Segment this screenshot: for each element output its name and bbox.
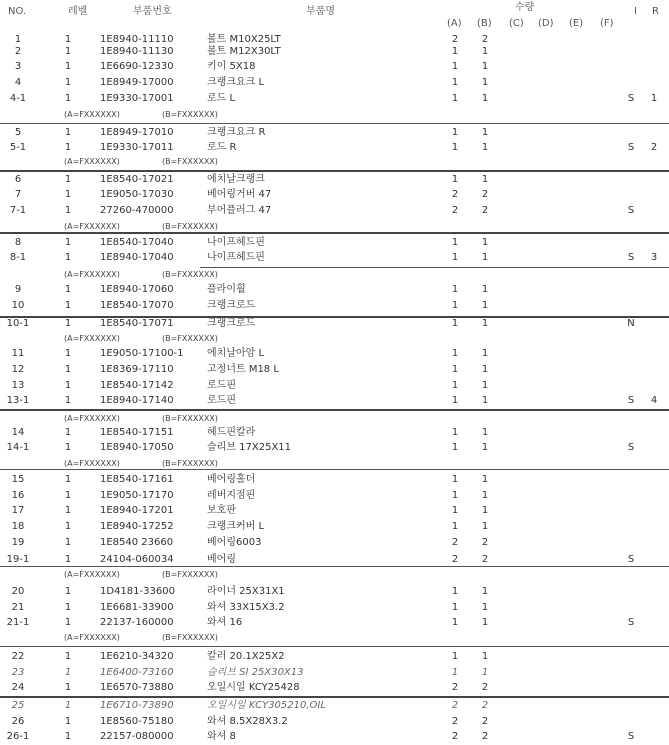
row-no: 2 (14, 46, 22, 57)
row-i: S (627, 205, 635, 216)
row-divider (0, 232, 669, 234)
row-name: 플라이휠 (207, 284, 246, 295)
row-a: 1 (451, 505, 459, 516)
row-b: 1 (481, 380, 489, 391)
row-a: 1 (451, 380, 459, 391)
header-variant-e: (E) (569, 18, 584, 29)
row-name: 에치날크랭크 (207, 174, 265, 185)
row-pn: 22157-080000 (100, 731, 174, 742)
row-no: 19-1 (6, 554, 30, 565)
row-i: S (627, 442, 635, 453)
row-b: 1 (481, 505, 489, 516)
row-pn: 1E8940-17060 (100, 284, 174, 295)
row-pn: 1E9330-17011 (100, 142, 174, 153)
row-i: S (627, 395, 635, 406)
row-no: 12 (11, 364, 25, 375)
row-name: 로드 R (207, 142, 237, 153)
row-no: 8-1 (9, 252, 27, 263)
row-divider (0, 409, 669, 411)
header-variant-a: (A) (447, 18, 462, 29)
variant-note-a: (A=FXXXXXX) (64, 414, 120, 423)
row-no: 7 (14, 189, 22, 200)
row-b: 1 (481, 395, 489, 406)
row-i: S (627, 731, 635, 742)
row-pn: 1E8560-75180 (100, 716, 174, 727)
row-a: 2 (451, 205, 459, 216)
row-name: 나이프헤드핀 (207, 252, 265, 263)
row-no: 8 (14, 237, 22, 248)
row-a: 1 (451, 127, 459, 138)
row-lv: 1 (64, 537, 72, 548)
variant-note-b: (B=FXXXXXX) (162, 334, 218, 343)
row-name: 칼러 20.1X25X2 (207, 651, 285, 662)
row-b: 1 (481, 174, 489, 185)
row-r: 3 (650, 252, 658, 263)
row-a: 1 (451, 586, 459, 597)
variant-note-a: (A=FXXXXXX) (64, 270, 120, 279)
row-no: 26-1 (6, 731, 30, 742)
row-b: 1 (481, 442, 489, 453)
row-pn: 1E9050-17170 (100, 490, 174, 501)
row-i: S (627, 142, 635, 153)
row-no: 3 (14, 61, 22, 72)
row-b: 2 (481, 731, 489, 742)
row-no: 19 (11, 537, 25, 548)
row-lv: 1 (64, 731, 72, 742)
row-pn: 1E8369-17110 (100, 364, 174, 375)
row-lv: 1 (64, 521, 72, 532)
row-i: S (627, 554, 635, 565)
row-a: 2 (451, 700, 459, 711)
row-name: 에치날아암 L (207, 348, 265, 359)
row-divider (0, 646, 669, 647)
row-divider (0, 123, 669, 124)
row-name: 베어링거버 47 (207, 189, 272, 200)
row-lv: 1 (64, 46, 72, 57)
variant-note-a: (A=FXXXXXX) (64, 222, 120, 231)
variant-note-a: (A=FXXXXXX) (64, 633, 120, 642)
row-b: 2 (481, 537, 489, 548)
row-no: 23 (11, 667, 25, 678)
row-r: 4 (650, 395, 658, 406)
row-name: 오일시일 KCY305210,OIL (207, 700, 326, 711)
row-b: 1 (481, 237, 489, 248)
row-no: 13-1 (6, 395, 30, 406)
row-lv: 1 (64, 61, 72, 72)
row-a: 1 (451, 395, 459, 406)
row-a: 1 (451, 667, 459, 678)
row-name: 나이프헤드핀 (207, 237, 265, 248)
row-name: 키이 5X18 (207, 61, 256, 72)
row-b: 1 (481, 617, 489, 628)
row-name: 로드핀 (207, 380, 236, 391)
header-variant-c: (C) (509, 18, 524, 29)
row-b: 1 (481, 284, 489, 295)
row-b: 2 (481, 205, 489, 216)
row-a: 1 (451, 93, 459, 104)
row-pn: 1E8940-17201 (100, 505, 174, 516)
row-lv: 1 (64, 617, 72, 628)
row-b: 1 (481, 252, 489, 263)
row-divider (0, 170, 669, 172)
row-i: S (627, 93, 635, 104)
row-b: 1 (481, 586, 489, 597)
row-lv: 1 (64, 474, 72, 485)
variant-note-b: (B=FXXXXXX) (162, 570, 218, 579)
row-a: 2 (451, 716, 459, 727)
header-no: NO. (8, 6, 27, 17)
row-a: 2 (451, 34, 459, 45)
row-lv: 1 (64, 318, 72, 329)
row-a: 2 (451, 537, 459, 548)
row-pn: 1E8940-11110 (100, 34, 174, 45)
row-name: 와셔 8 (207, 731, 236, 742)
row-pn: 1E6210-34320 (100, 651, 174, 662)
row-name: 라이너 25X31X1 (207, 586, 285, 597)
row-pn: 1E8940-17252 (100, 521, 174, 532)
row-no: 7-1 (9, 205, 27, 216)
row-pn: 1E8540-17142 (100, 380, 174, 391)
variant-note-b: (B=FXXXXXX) (162, 110, 218, 119)
row-no: 17 (11, 505, 25, 516)
row-no: 9 (14, 284, 22, 295)
row-no: 4 (14, 77, 22, 88)
row-pn: 1E8949-17010 (100, 127, 174, 138)
row-a: 1 (451, 442, 459, 453)
row-b: 1 (481, 521, 489, 532)
row-pn: 1E8540-17040 (100, 237, 174, 248)
row-no: 24 (11, 682, 25, 693)
row-lv: 1 (64, 93, 72, 104)
row-pn: 1E9050-17030 (100, 189, 174, 200)
row-lv: 1 (64, 395, 72, 406)
row-lv: 1 (64, 174, 72, 185)
variant-note-a: (A=FXXXXXX) (64, 570, 120, 579)
row-a: 2 (451, 189, 459, 200)
row-b: 1 (481, 61, 489, 72)
row-i: S (627, 252, 635, 263)
variant-note-a: (A=FXXXXXX) (64, 157, 120, 166)
row-lv: 1 (64, 554, 72, 565)
row-b: 1 (481, 318, 489, 329)
row-a: 1 (451, 252, 459, 263)
row-name: 레버지점핀 (207, 490, 256, 501)
row-i: N (627, 318, 635, 329)
row-no: 20 (11, 586, 25, 597)
row-b: 1 (481, 602, 489, 613)
row-lv: 1 (64, 427, 72, 438)
row-pn: 1E8540 23660 (100, 537, 174, 548)
row-name: 슬리브 SI 25X30X13 (207, 667, 304, 678)
row-pn: 1E6690-12330 (100, 61, 174, 72)
row-pn: 1E8940-17050 (100, 442, 174, 453)
row-lv: 1 (64, 364, 72, 375)
row-no: 10 (11, 300, 25, 311)
row-pn: 1E8940-11130 (100, 46, 174, 57)
row-a: 1 (451, 474, 459, 485)
row-a: 2 (451, 731, 459, 742)
row-no: 5 (14, 127, 22, 138)
row-b: 1 (481, 490, 489, 501)
row-no: 21-1 (6, 617, 30, 628)
header-i: I (634, 6, 637, 17)
row-i: S (627, 617, 635, 628)
row-pn: 1E8949-17000 (100, 77, 174, 88)
row-name: 고정너트 M18 L (207, 364, 279, 375)
header-part-name: 부품명 (306, 6, 335, 17)
row-pn: 1E8540-17161 (100, 474, 174, 485)
row-a: 1 (451, 602, 459, 613)
row-divider (0, 696, 669, 698)
variant-note-b: (B=FXXXXXX) (162, 157, 218, 166)
row-lv: 1 (64, 77, 72, 88)
row-lv: 1 (64, 380, 72, 391)
row-name: 와셔 16 (207, 617, 243, 628)
row-b: 1 (481, 127, 489, 138)
row-a: 1 (451, 284, 459, 295)
row-lv: 1 (64, 348, 72, 359)
row-no: 22 (11, 651, 25, 662)
row-pn: 27260-470000 (100, 205, 174, 216)
row-a: 2 (451, 554, 459, 565)
row-no: 15 (11, 474, 25, 485)
row-pn: 1E6710-73890 (100, 700, 174, 711)
row-name: 베어링 (207, 554, 236, 565)
row-b: 2 (481, 189, 489, 200)
row-name: 헤드핀칼라 (207, 427, 256, 438)
row-no: 5-1 (9, 142, 27, 153)
row-name: 와셔 33X15X3.2 (207, 602, 285, 613)
row-lv: 1 (64, 205, 72, 216)
row-lv: 1 (64, 252, 72, 263)
row-name: 크랭크로드 (207, 300, 256, 311)
row-lv: 1 (64, 442, 72, 453)
header-variant-b: (B) (477, 18, 492, 29)
row-a: 2 (451, 682, 459, 693)
row-pn: 1E8540-17071 (100, 318, 174, 329)
row-b: 1 (481, 427, 489, 438)
row-a: 1 (451, 490, 459, 501)
row-no: 16 (11, 490, 25, 501)
row-divider (0, 316, 669, 318)
variant-note-b: (B=FXXXXXX) (162, 414, 218, 423)
row-lv: 1 (64, 490, 72, 501)
row-name: 크랭크로드 (207, 318, 256, 329)
row-name: 부어플러그 47 (207, 205, 272, 216)
row-b: 1 (481, 364, 489, 375)
row-b: 2 (481, 554, 489, 565)
variant-note-a: (A=FXXXXXX) (64, 110, 120, 119)
row-lv: 1 (64, 586, 72, 597)
row-name: 로드핀 (207, 395, 236, 406)
row-a: 1 (451, 46, 459, 57)
row-a: 1 (451, 364, 459, 375)
header-variant-d: (D) (538, 18, 554, 29)
row-divider (200, 267, 669, 268)
row-pn: 24104-060034 (100, 554, 174, 565)
header-variant-f: (F) (600, 18, 614, 29)
variant-note-a: (A=FXXXXXX) (64, 459, 120, 468)
row-b: 2 (481, 34, 489, 45)
row-lv: 1 (64, 34, 72, 45)
row-name: 보호판 (207, 505, 236, 516)
row-name: 오일시일 KCY25428 (207, 682, 300, 693)
header-r: R (652, 6, 659, 17)
row-lv: 1 (64, 700, 72, 711)
row-no: 18 (11, 521, 25, 532)
row-pn: 1E6570-73880 (100, 682, 174, 693)
variant-note-b: (B=FXXXXXX) (162, 459, 218, 468)
variant-note-a: (A=FXXXXXX) (64, 334, 120, 343)
row-b: 1 (481, 77, 489, 88)
row-name: 베어링6003 (207, 537, 262, 548)
row-name: 와셔 8.5X28X3.2 (207, 716, 288, 727)
header-part-no: 부품번호 (133, 6, 172, 17)
row-a: 1 (451, 77, 459, 88)
row-a: 1 (451, 617, 459, 628)
row-pn: 1E6681-33900 (100, 602, 174, 613)
row-name: 볼트 M12X30LT (207, 46, 281, 57)
row-no: 1 (14, 34, 22, 45)
row-lv: 1 (64, 127, 72, 138)
row-b: 1 (481, 348, 489, 359)
row-divider (0, 469, 669, 470)
row-name: 볼트 M10X25LT (207, 34, 281, 45)
row-lv: 1 (64, 667, 72, 678)
row-pn: 1E8540-17151 (100, 427, 174, 438)
row-b: 1 (481, 667, 489, 678)
row-no: 13 (11, 380, 25, 391)
row-name: 로드 L (207, 93, 236, 104)
row-a: 1 (451, 427, 459, 438)
row-pn: 1E9330-17001 (100, 93, 174, 104)
variant-note-b: (B=FXXXXXX) (162, 633, 218, 642)
row-no: 21 (11, 602, 25, 613)
row-a: 1 (451, 651, 459, 662)
row-a: 1 (451, 348, 459, 359)
row-a: 1 (451, 237, 459, 248)
row-divider (0, 566, 669, 567)
row-b: 1 (481, 93, 489, 104)
row-a: 1 (451, 61, 459, 72)
row-pn: 1E8940-17140 (100, 395, 174, 406)
row-name: 슬리브 17X25X11 (207, 442, 292, 453)
row-pn: 1E6400-73160 (100, 667, 174, 678)
row-pn: 1D4181-33600 (100, 586, 175, 597)
row-name: 크랭크커버 L (207, 521, 265, 532)
row-b: 2 (481, 716, 489, 727)
row-b: 1 (481, 651, 489, 662)
row-r: 1 (650, 93, 658, 104)
row-lv: 1 (64, 651, 72, 662)
row-name: 베어링홀더 (207, 474, 256, 485)
row-b: 1 (481, 300, 489, 311)
row-no: 14 (11, 427, 25, 438)
variant-note-b: (B=FXXXXXX) (162, 270, 218, 279)
row-lv: 1 (64, 189, 72, 200)
row-pn: 22137-160000 (100, 617, 174, 628)
row-a: 1 (451, 521, 459, 532)
row-b: 2 (481, 700, 489, 711)
row-lv: 1 (64, 716, 72, 727)
row-lv: 1 (64, 284, 72, 295)
row-name: 크랭크요크 L (207, 77, 265, 88)
header-level: 레벨 (68, 6, 88, 17)
row-no: 10-1 (6, 318, 30, 329)
header-qty: 수량 (515, 2, 535, 13)
row-lv: 1 (64, 505, 72, 516)
row-lv: 1 (64, 300, 72, 311)
row-lv: 1 (64, 237, 72, 248)
row-pn: 1E8540-17070 (100, 300, 174, 311)
row-a: 1 (451, 300, 459, 311)
row-no: 11 (11, 348, 25, 359)
variant-note-b: (B=FXXXXXX) (162, 222, 218, 231)
row-no: 25 (11, 700, 25, 711)
row-a: 1 (451, 174, 459, 185)
row-pn: 1E8940-17040 (100, 252, 174, 263)
row-r: 2 (650, 142, 658, 153)
row-lv: 1 (64, 682, 72, 693)
row-pn: 1E9050-17100-1 (100, 348, 184, 359)
row-b: 1 (481, 142, 489, 153)
row-pn: 1E8540-17021 (100, 174, 174, 185)
row-b: 1 (481, 46, 489, 57)
row-lv: 1 (64, 602, 72, 613)
row-no: 6 (14, 174, 22, 185)
row-a: 1 (451, 318, 459, 329)
row-no: 26 (11, 716, 25, 727)
row-no: 14-1 (6, 442, 30, 453)
row-a: 1 (451, 142, 459, 153)
row-b: 1 (481, 474, 489, 485)
row-lv: 1 (64, 142, 72, 153)
row-b: 2 (481, 682, 489, 693)
row-no: 4-1 (9, 93, 27, 104)
row-name: 크랭크요크 R (207, 127, 266, 138)
